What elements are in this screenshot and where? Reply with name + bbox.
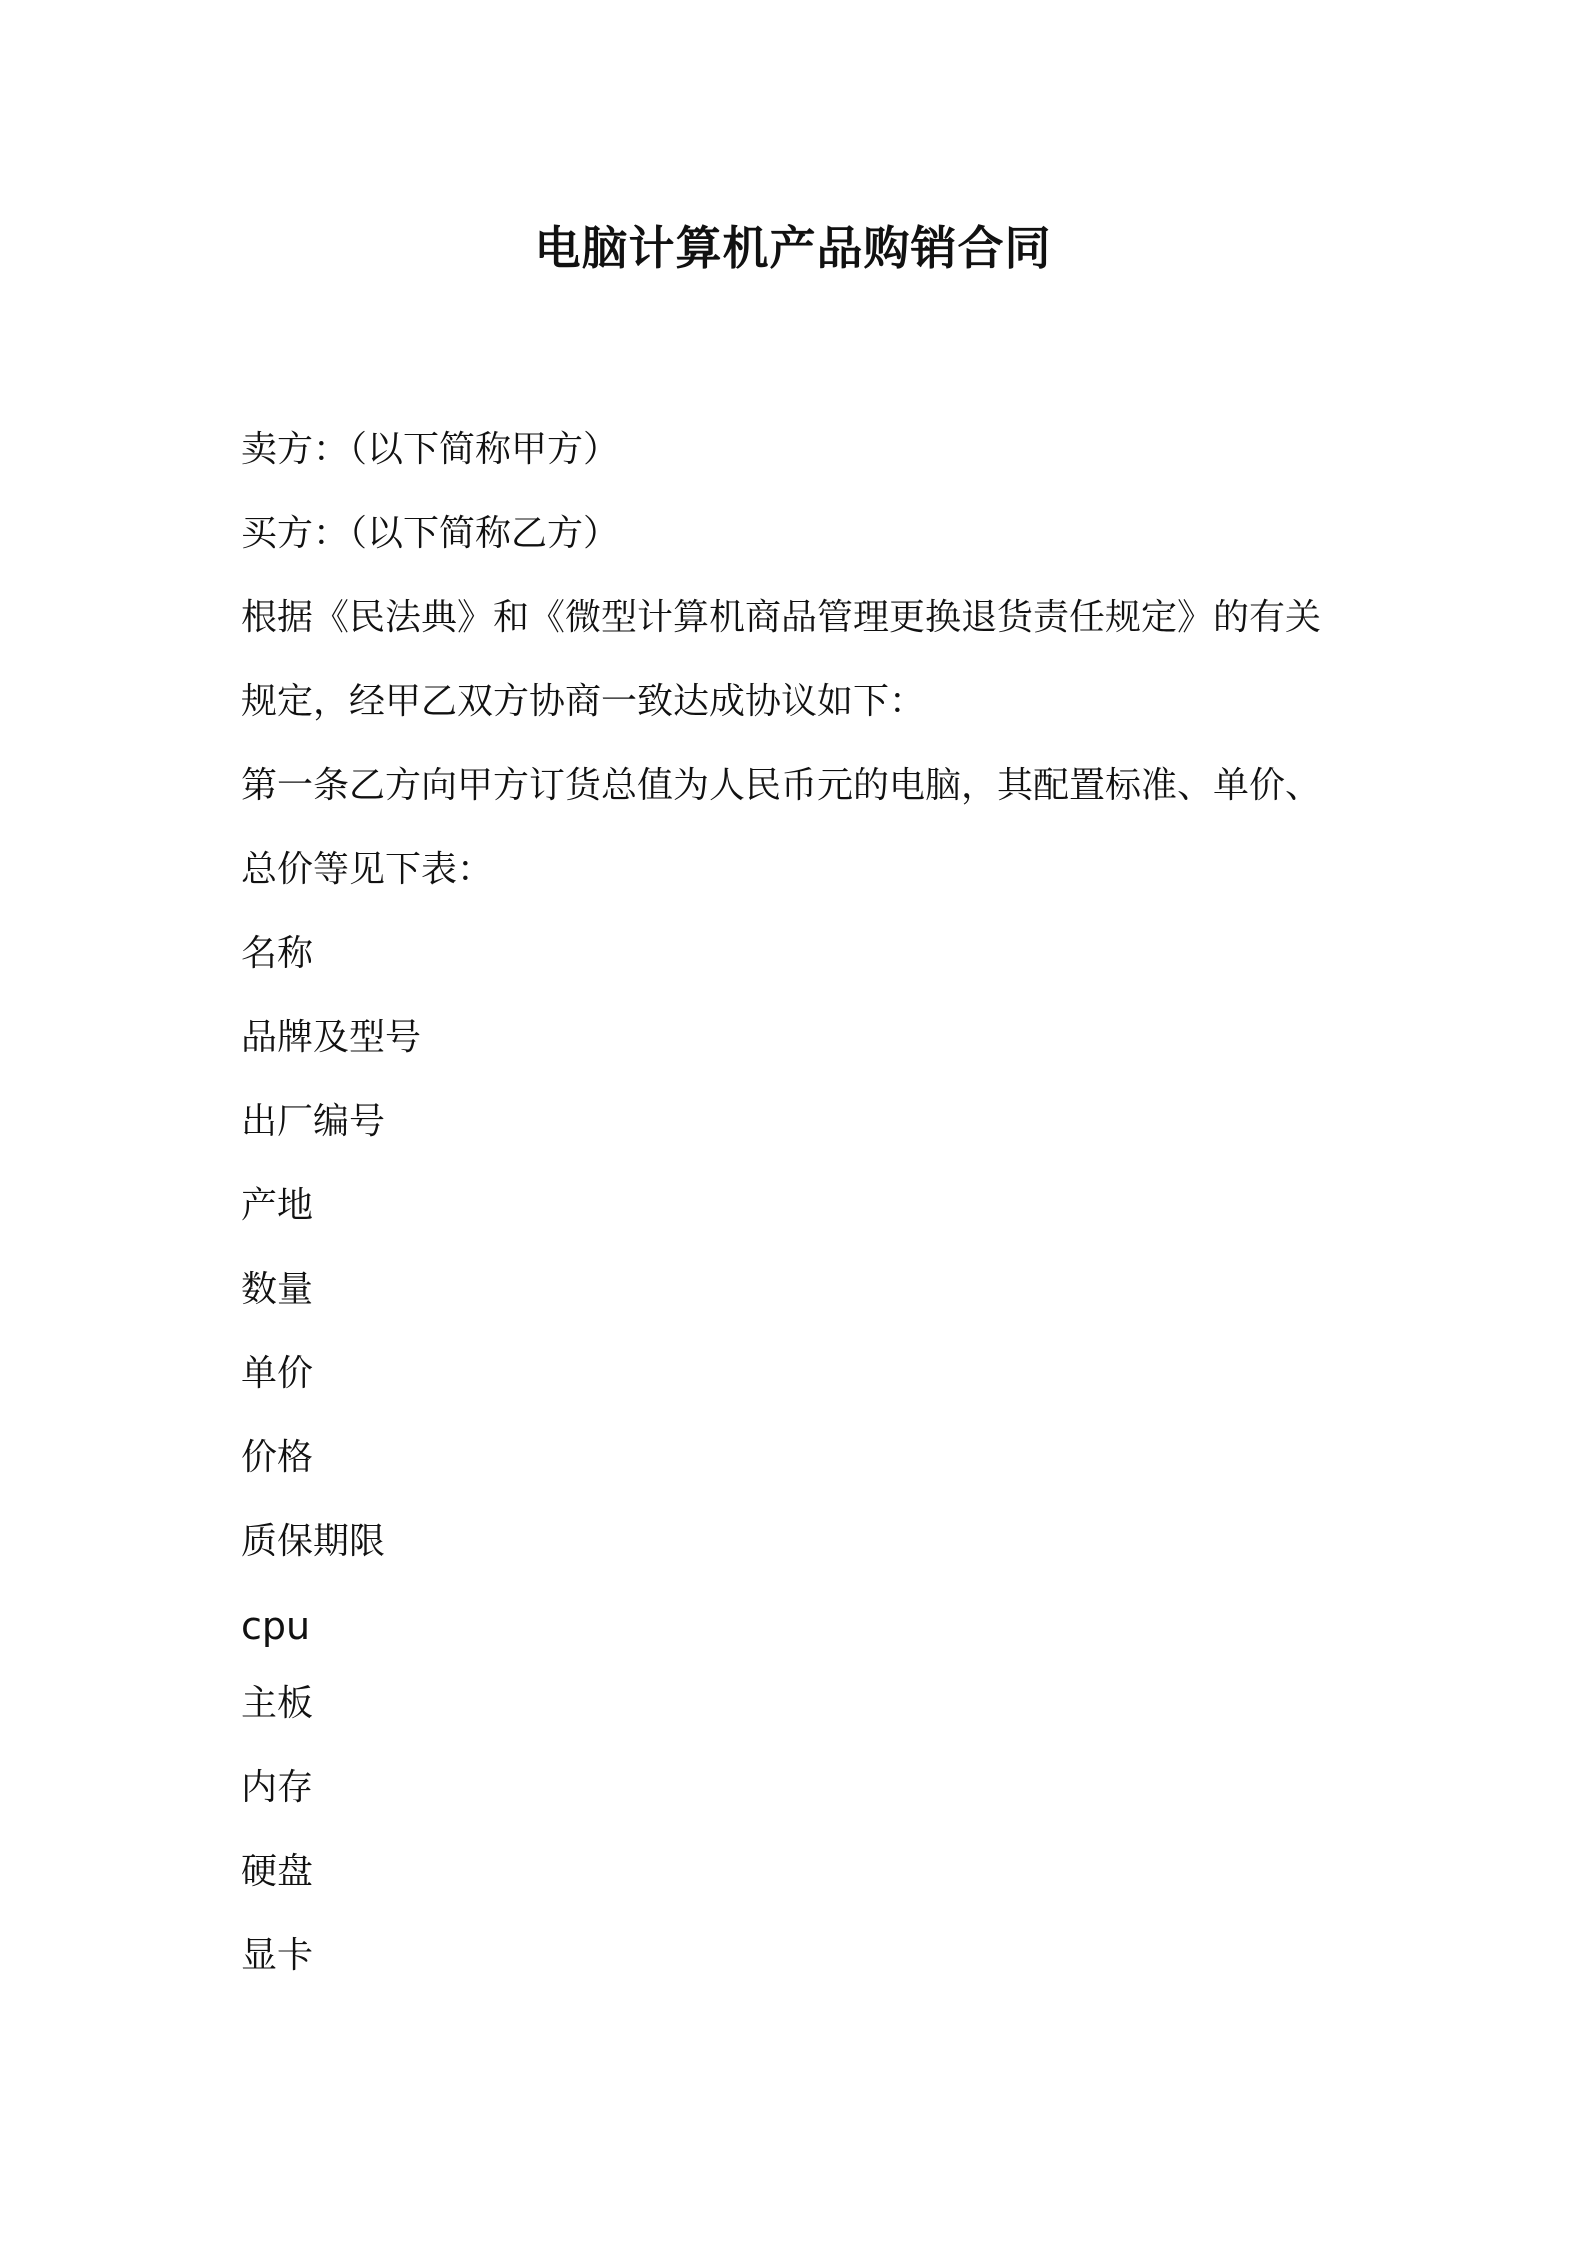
field-hard-drive: 硬盘 bbox=[241, 1851, 314, 1892]
field-unit-price: 单价 bbox=[241, 1353, 314, 1394]
field-warranty-period: 质保期限 bbox=[241, 1521, 386, 1562]
field-quantity: 数量 bbox=[241, 1269, 314, 1310]
field-cpu: cpu bbox=[241, 1604, 311, 1648]
document-body bbox=[241, 408, 1361, 1998]
field-price: 价格 bbox=[241, 1437, 314, 1478]
agreement-line: 规定，经甲乙双方协商一致达成协议如下： bbox=[241, 681, 926, 722]
field-serial-number: 出厂编号 bbox=[241, 1101, 386, 1142]
article-one-continuation-line: 总价等见下表： bbox=[241, 849, 494, 890]
article-one-line: 第一条乙方向甲方订货总值为人民币元的电脑，其配置标准、单价、 bbox=[241, 765, 1322, 806]
field-memory: 内存 bbox=[241, 1767, 314, 1808]
legal-basis-line: 根据《民法典》和《微型计算机商品管理更换退货责任规定》的有关 bbox=[241, 597, 1322, 638]
field-name: 名称 bbox=[241, 933, 314, 974]
field-brand-model: 品牌及型号 bbox=[241, 1017, 422, 1058]
seller-line: 卖方：（以下简称甲方） bbox=[241, 429, 620, 470]
field-graphics-card: 显卡 bbox=[241, 1935, 314, 1976]
page-title: 电脑计算机产品购销合同 bbox=[534, 221, 1052, 275]
buyer-line: 买方：（以下简称乙方） bbox=[241, 513, 620, 554]
field-motherboard: 主板 bbox=[241, 1683, 314, 1724]
field-origin: 产地 bbox=[241, 1185, 314, 1226]
